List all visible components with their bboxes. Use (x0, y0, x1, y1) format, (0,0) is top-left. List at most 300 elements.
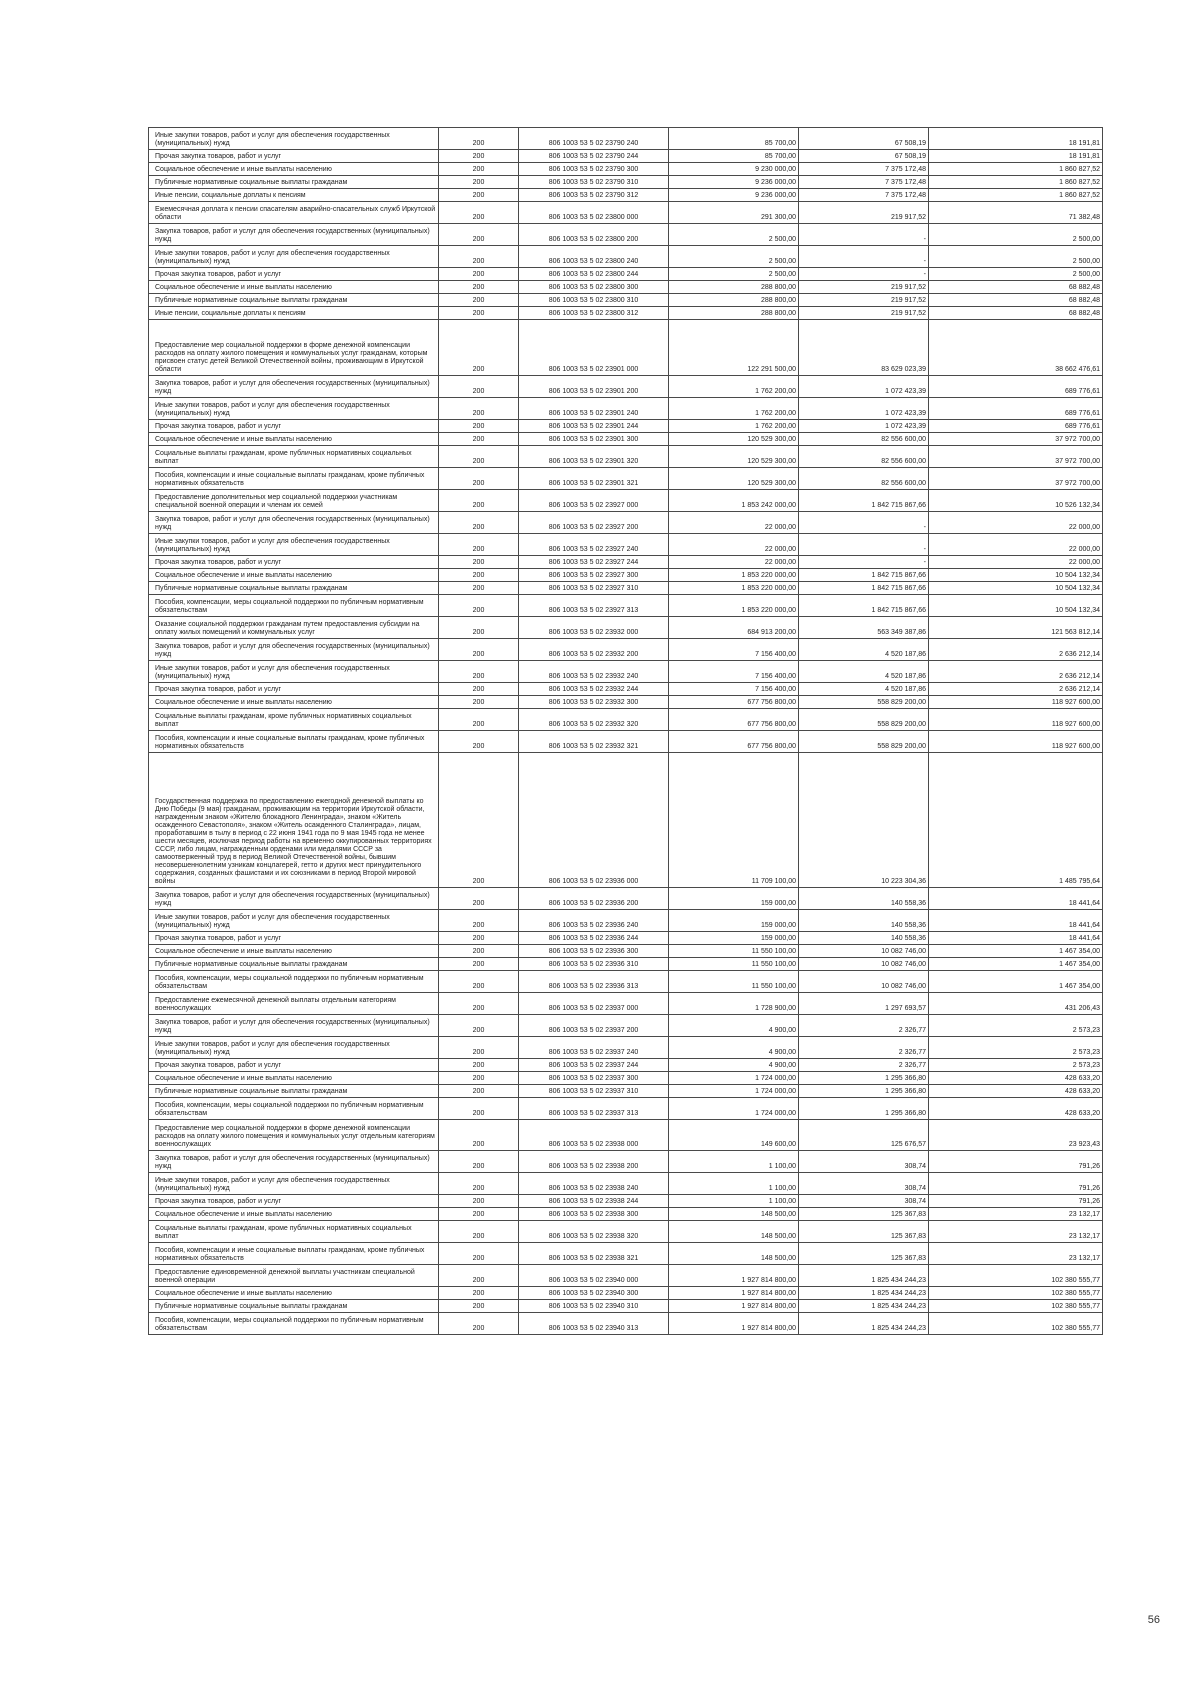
row-line-code: 200 (439, 202, 519, 224)
row-executed: 308,74 (799, 1195, 929, 1208)
row-budget-code: 806 1003 53 5 02 23938 240 (519, 1173, 669, 1195)
row-line-code: 200 (439, 224, 519, 246)
row-budget-code: 806 1003 53 5 02 23927 200 (519, 512, 669, 534)
row-executed: 1 825 434 244,23 (799, 1313, 929, 1335)
row-budget-code: 806 1003 53 5 02 23936 000 (519, 753, 669, 888)
row-unexecuted: 10 526 132,34 (929, 490, 1103, 512)
row-executed: - (799, 512, 929, 534)
row-name: Иные закупки товаров, работ и услуг для обеспечения государственных (муниципальных) нужд (149, 661, 439, 683)
table-row (149, 1059, 1103, 1072)
row-line-code: 200 (439, 617, 519, 639)
row-name: Иные закупки товаров, работ и услуг для обеспечения государственных (муниципальных) нужд (149, 1173, 439, 1195)
row-unexecuted: 68 882,48 (929, 307, 1103, 320)
row-approved: 85 700,00 (669, 150, 799, 163)
table-row (149, 202, 1103, 224)
row-unexecuted: 1 485 795,64 (929, 753, 1103, 888)
row-name: Закупка товаров, работ и услуг для обеспечения государственных (муниципальных) нужд (149, 512, 439, 534)
row-approved: 4 900,00 (669, 1059, 799, 1072)
row-budget-code: 806 1003 53 5 02 23938 244 (519, 1195, 669, 1208)
row-budget-code: 806 1003 53 5 02 23940 313 (519, 1313, 669, 1335)
table-row (149, 1098, 1103, 1120)
row-unexecuted: 18 441,64 (929, 932, 1103, 945)
table-row (149, 490, 1103, 512)
row-approved: 1 724 000,00 (669, 1098, 799, 1120)
row-line-code: 200 (439, 582, 519, 595)
row-budget-code: 806 1003 53 5 02 23901 300 (519, 433, 669, 446)
row-name: Социальное обеспечение и иные выплаты населению (149, 1208, 439, 1221)
row-approved: 1 100,00 (669, 1195, 799, 1208)
row-approved: 1 762 200,00 (669, 420, 799, 433)
row-name: Пособия, компенсации, меры социальной поддержки по публичным нормативным обязательствам (149, 971, 439, 993)
row-line-code: 200 (439, 1287, 519, 1300)
row-budget-code: 806 1003 53 5 02 23932 321 (519, 731, 669, 753)
row-unexecuted: 118 927 600,00 (929, 696, 1103, 709)
row-budget-code: 806 1003 53 5 02 23927 310 (519, 582, 669, 595)
row-budget-code: 806 1003 53 5 02 23938 200 (519, 1151, 669, 1173)
row-executed: 2 326,77 (799, 1015, 929, 1037)
row-line-code: 200 (439, 376, 519, 398)
row-line-code: 200 (439, 420, 519, 433)
table-row (149, 398, 1103, 420)
row-unexecuted: 1 467 354,00 (929, 945, 1103, 958)
row-executed: 7 375 172,48 (799, 176, 929, 189)
row-approved: 148 500,00 (669, 1243, 799, 1265)
row-unexecuted: 1 467 354,00 (929, 958, 1103, 971)
row-executed: 140 558,36 (799, 888, 929, 910)
row-executed: 4 520 187,86 (799, 683, 929, 696)
table-row (149, 1265, 1103, 1287)
row-name: Публичные нормативные социальные выплаты гражданам (149, 958, 439, 971)
row-name: Прочая закупка товаров, работ и услуг (149, 268, 439, 281)
row-unexecuted: 2 573,23 (929, 1015, 1103, 1037)
table-row (149, 709, 1103, 731)
row-name: Прочая закупка товаров, работ и услуг (149, 1059, 439, 1072)
row-budget-code: 806 1003 53 5 02 23938 000 (519, 1120, 669, 1151)
row-line-code: 200 (439, 696, 519, 709)
table-row (149, 1313, 1103, 1335)
row-budget-code: 806 1003 53 5 02 23938 321 (519, 1243, 669, 1265)
row-budget-code: 806 1003 53 5 02 23790 244 (519, 150, 669, 163)
row-executed: 1 072 423,39 (799, 398, 929, 420)
row-approved: 11 709 100,00 (669, 753, 799, 888)
row-executed: 558 829 200,00 (799, 731, 929, 753)
row-approved: 11 550 100,00 (669, 958, 799, 971)
row-approved: 85 700,00 (669, 128, 799, 150)
row-line-code: 200 (439, 398, 519, 420)
row-approved: 7 156 400,00 (669, 661, 799, 683)
row-approved: 120 529 300,00 (669, 468, 799, 490)
row-unexecuted: 428 633,20 (929, 1098, 1103, 1120)
table-row (149, 683, 1103, 696)
table-row (149, 1208, 1103, 1221)
table-row (149, 556, 1103, 569)
row-unexecuted: 2 500,00 (929, 224, 1103, 246)
row-budget-code: 806 1003 53 5 02 23937 313 (519, 1098, 669, 1120)
row-approved: 11 550 100,00 (669, 945, 799, 958)
table-row (149, 1173, 1103, 1195)
table-row (149, 639, 1103, 661)
row-name: Прочая закупка товаров, работ и услуг (149, 420, 439, 433)
row-approved: 1 853 220 000,00 (669, 569, 799, 582)
row-executed: 219 917,52 (799, 202, 929, 224)
table-row (149, 696, 1103, 709)
row-unexecuted: 37 972 700,00 (929, 468, 1103, 490)
page-number: 56 (1147, 1614, 1160, 1626)
table-row (149, 888, 1103, 910)
row-line-code: 200 (439, 556, 519, 569)
row-approved: 120 529 300,00 (669, 433, 799, 446)
row-name: Пособия, компенсации, меры социальной поддержки по публичным нормативным обязательствам (149, 595, 439, 617)
row-name: Публичные нормативные социальные выплаты гражданам (149, 176, 439, 189)
row-approved: 7 156 400,00 (669, 639, 799, 661)
row-name: Закупка товаров, работ и услуг для обеспечения государственных (муниципальных) нужд (149, 888, 439, 910)
table-row (149, 1037, 1103, 1059)
row-executed: 219 917,52 (799, 294, 929, 307)
row-line-code: 200 (439, 910, 519, 932)
table-row (149, 1300, 1103, 1313)
row-unexecuted: 102 380 555,77 (929, 1265, 1103, 1287)
row-executed: 1 842 715 867,66 (799, 582, 929, 595)
row-unexecuted: 2 636 212,14 (929, 639, 1103, 661)
row-name: Иные закупки товаров, работ и услуг для обеспечения государственных (муниципальных) нужд (149, 534, 439, 556)
row-approved: 1 927 814 800,00 (669, 1265, 799, 1287)
row-line-code: 200 (439, 307, 519, 320)
row-unexecuted: 689 776,61 (929, 376, 1103, 398)
table-row (149, 1151, 1103, 1173)
row-unexecuted: 18 441,64 (929, 888, 1103, 910)
row-approved: 1 927 814 800,00 (669, 1287, 799, 1300)
row-budget-code: 806 1003 53 5 02 23790 240 (519, 128, 669, 150)
row-line-code: 200 (439, 1037, 519, 1059)
row-approved: 684 913 200,00 (669, 617, 799, 639)
row-budget-code: 806 1003 53 5 02 23932 000 (519, 617, 669, 639)
row-line-code: 200 (439, 468, 519, 490)
row-name: Иные пенсии, социальные доплаты к пенсиям (149, 307, 439, 320)
row-executed: - (799, 556, 929, 569)
row-name: Социальное обеспечение и иные выплаты населению (149, 281, 439, 294)
row-line-code: 200 (439, 1085, 519, 1098)
row-approved: 159 000,00 (669, 910, 799, 932)
row-budget-code: 806 1003 53 5 02 23800 244 (519, 268, 669, 281)
row-budget-code: 806 1003 53 5 02 23790 310 (519, 176, 669, 189)
row-approved: 291 300,00 (669, 202, 799, 224)
row-approved: 1 100,00 (669, 1173, 799, 1195)
row-budget-code: 806 1003 53 5 02 23901 200 (519, 376, 669, 398)
row-executed: 558 829 200,00 (799, 709, 929, 731)
row-executed: - (799, 224, 929, 246)
row-line-code: 200 (439, 888, 519, 910)
row-unexecuted: 2 573,23 (929, 1059, 1103, 1072)
row-approved: 1 927 814 800,00 (669, 1313, 799, 1335)
row-name: Пособия, компенсации, меры социальной поддержки по публичным нормативным обязательствам (149, 1098, 439, 1120)
table-row (149, 433, 1103, 446)
row-line-code: 200 (439, 176, 519, 189)
row-name: Социальные выплаты гражданам, кроме публичных нормативных социальных выплат (149, 709, 439, 731)
table-row (149, 753, 1103, 888)
row-executed: 2 326,77 (799, 1037, 929, 1059)
row-approved: 288 800,00 (669, 307, 799, 320)
row-line-code: 200 (439, 433, 519, 446)
row-name: Иные закупки товаров, работ и услуг для обеспечения государственных (муниципальных) нужд (149, 910, 439, 932)
row-approved: 2 500,00 (669, 224, 799, 246)
row-name: Закупка товаров, работ и услуг для обеспечения государственных (муниципальных) нужд (149, 224, 439, 246)
row-line-code: 200 (439, 971, 519, 993)
row-budget-code: 806 1003 53 5 02 23927 300 (519, 569, 669, 582)
row-budget-code: 806 1003 53 5 02 23932 300 (519, 696, 669, 709)
row-line-code: 200 (439, 958, 519, 971)
row-budget-code: 806 1003 53 5 02 23936 240 (519, 910, 669, 932)
row-unexecuted: 1 860 827,52 (929, 189, 1103, 202)
row-name: Государственная поддержка по предоставлению ежегодной денежной выплаты ко Дню Победы (9 мая) гражданам, проживающим на территории Иркутской области, награжденным знаком «Жителю блокадного Ленинграда», знаком «Житель осажденного Севастополя», знаком «Житель осажденного Сталинграда», лицам, проработавшим в тылу в период с 22 июня 1941 года по 9 мая 1945 года не менее шести месяцев, исключая период работы на временно оккупированных территориях СССР, либо лицам, награжденным орденами или медалями СССР за самоотверженный труд в период Великой Отечественной войны, бывшим несовершеннолетним узникам концлагерей, гетто и других мест принудительного содержания, созданных фашистами и их союзниками в период Второй мировой войны (149, 753, 439, 888)
row-name: Закупка товаров, работ и услуг для обеспечения государственных (муниципальных) нужд (149, 376, 439, 398)
row-unexecuted: 791,26 (929, 1195, 1103, 1208)
table-row (149, 294, 1103, 307)
row-name: Социальное обеспечение и иные выплаты населению (149, 1287, 439, 1300)
row-budget-code: 806 1003 53 5 02 23936 310 (519, 958, 669, 971)
row-name: Закупка товаров, работ и услуг для обеспечения государственных (муниципальных) нужд (149, 1015, 439, 1037)
row-budget-code: 806 1003 53 5 02 23901 000 (519, 320, 669, 376)
row-approved: 1 728 900,00 (669, 993, 799, 1015)
row-budget-code: 806 1003 53 5 02 23940 000 (519, 1265, 669, 1287)
row-name: Пособия, компенсации и иные социальные выплаты гражданам, кроме публичных нормативных обязательств (149, 1243, 439, 1265)
row-unexecuted: 791,26 (929, 1173, 1103, 1195)
row-executed: - (799, 246, 929, 268)
table-row (149, 128, 1103, 150)
row-approved: 2 500,00 (669, 246, 799, 268)
table-row (149, 932, 1103, 945)
row-name: Предоставление дополнительных мер социальной поддержки участникам специальной военной операции и членам их семей (149, 490, 439, 512)
row-approved: 288 800,00 (669, 294, 799, 307)
row-line-code: 200 (439, 281, 519, 294)
row-unexecuted: 118 927 600,00 (929, 731, 1103, 753)
row-budget-code: 806 1003 53 5 02 23940 300 (519, 1287, 669, 1300)
table-row (149, 661, 1103, 683)
row-name: Ежемесячная доплата к пенсии спасателям аварийно-спасательных служб Иркутской области (149, 202, 439, 224)
row-line-code: 200 (439, 595, 519, 617)
row-executed: 7 375 172,48 (799, 163, 929, 176)
row-line-code: 200 (439, 446, 519, 468)
table-row (149, 731, 1103, 753)
table-row (149, 1195, 1103, 1208)
row-unexecuted: 10 504 132,34 (929, 595, 1103, 617)
row-unexecuted: 2 636 212,14 (929, 661, 1103, 683)
row-budget-code: 806 1003 53 5 02 23800 200 (519, 224, 669, 246)
row-unexecuted: 10 504 132,34 (929, 582, 1103, 595)
row-budget-code: 806 1003 53 5 02 23937 310 (519, 1085, 669, 1098)
row-name: Социальные выплаты гражданам, кроме публичных нормативных социальных выплат (149, 1221, 439, 1243)
row-name: Социальные выплаты гражданам, кроме публичных нормативных социальных выплат (149, 446, 439, 468)
row-name: Пособия, компенсации и иные социальные выплаты гражданам, кроме публичных нормативных обязательств (149, 468, 439, 490)
row-approved: 1 100,00 (669, 1151, 799, 1173)
row-line-code: 200 (439, 1059, 519, 1072)
row-approved: 148 500,00 (669, 1221, 799, 1243)
row-line-code: 200 (439, 639, 519, 661)
row-line-code: 200 (439, 490, 519, 512)
row-line-code: 200 (439, 1173, 519, 1195)
row-approved: 22 000,00 (669, 534, 799, 556)
row-approved: 120 529 300,00 (669, 446, 799, 468)
row-executed: 1 295 366,80 (799, 1085, 929, 1098)
row-budget-code: 806 1003 53 5 02 23790 312 (519, 189, 669, 202)
table-row (149, 617, 1103, 639)
row-approved: 22 000,00 (669, 512, 799, 534)
row-unexecuted: 18 441,64 (929, 910, 1103, 932)
row-executed: 1 842 715 867,66 (799, 595, 929, 617)
row-line-code: 200 (439, 1265, 519, 1287)
row-unexecuted: 121 563 812,14 (929, 617, 1103, 639)
row-budget-code: 806 1003 53 5 02 23937 244 (519, 1059, 669, 1072)
row-approved: 1 724 000,00 (669, 1072, 799, 1085)
row-line-code: 200 (439, 709, 519, 731)
row-unexecuted: 23 923,43 (929, 1120, 1103, 1151)
row-line-code: 200 (439, 150, 519, 163)
row-approved: 677 756 800,00 (669, 709, 799, 731)
row-line-code: 200 (439, 1098, 519, 1120)
row-line-code: 200 (439, 1243, 519, 1265)
row-name: Закупка товаров, работ и услуг для обеспечения государственных (муниципальных) нужд (149, 1151, 439, 1173)
row-approved: 149 600,00 (669, 1120, 799, 1151)
row-budget-code: 806 1003 53 5 02 23927 240 (519, 534, 669, 556)
row-name: Социальное обеспечение и иные выплаты населению (149, 1072, 439, 1085)
row-line-code: 200 (439, 1300, 519, 1313)
row-approved: 11 550 100,00 (669, 971, 799, 993)
row-approved: 4 900,00 (669, 1037, 799, 1059)
row-name: Иные закупки товаров, работ и услуг для обеспечения государственных (муниципальных) нужд (149, 1037, 439, 1059)
row-name: Публичные нормативные социальные выплаты гражданам (149, 582, 439, 595)
row-approved: 4 900,00 (669, 1015, 799, 1037)
row-unexecuted: 22 000,00 (929, 556, 1103, 569)
row-line-code: 200 (439, 128, 519, 150)
row-unexecuted: 428 633,20 (929, 1085, 1103, 1098)
row-unexecuted: 38 662 476,61 (929, 320, 1103, 376)
row-executed: 1 297 693,57 (799, 993, 929, 1015)
row-unexecuted: 37 972 700,00 (929, 433, 1103, 446)
row-unexecuted: 10 504 132,34 (929, 569, 1103, 582)
table-row (149, 1015, 1103, 1037)
row-name: Предоставление единовременной денежной выплаты участникам специальной военной операции (149, 1265, 439, 1287)
row-unexecuted: 1 467 354,00 (929, 971, 1103, 993)
row-executed: 1 295 366,80 (799, 1072, 929, 1085)
row-budget-code: 806 1003 53 5 02 23938 300 (519, 1208, 669, 1221)
row-approved: 159 000,00 (669, 932, 799, 945)
row-executed: - (799, 534, 929, 556)
row-approved: 288 800,00 (669, 281, 799, 294)
row-unexecuted: 102 380 555,77 (929, 1300, 1103, 1313)
row-executed: 125 367,83 (799, 1208, 929, 1221)
row-executed: 4 520 187,86 (799, 639, 929, 661)
row-executed: 2 326,77 (799, 1059, 929, 1072)
row-line-code: 200 (439, 1195, 519, 1208)
row-unexecuted: 102 380 555,77 (929, 1313, 1103, 1335)
row-approved: 148 500,00 (669, 1208, 799, 1221)
row-executed: 7 375 172,48 (799, 189, 929, 202)
row-approved: 677 756 800,00 (669, 696, 799, 709)
row-line-code: 200 (439, 945, 519, 958)
row-line-code: 200 (439, 683, 519, 696)
row-approved: 9 236 000,00 (669, 176, 799, 189)
table-row (149, 468, 1103, 490)
row-unexecuted: 68 882,48 (929, 294, 1103, 307)
row-approved: 677 756 800,00 (669, 731, 799, 753)
row-line-code: 200 (439, 163, 519, 176)
row-budget-code: 806 1003 53 5 02 23937 240 (519, 1037, 669, 1059)
table-row (149, 971, 1103, 993)
row-line-code: 200 (439, 993, 519, 1015)
table-row (149, 595, 1103, 617)
table-row (149, 1243, 1103, 1265)
row-name: Пособия, компенсации и иные социальные выплаты гражданам, кроме публичных нормативных обязательств (149, 731, 439, 753)
row-budget-code: 806 1003 53 5 02 23932 244 (519, 683, 669, 696)
row-name: Иные закупки товаров, работ и услуг для обеспечения государственных (муниципальных) нужд (149, 128, 439, 150)
row-name: Публичные нормативные социальные выплаты гражданам (149, 294, 439, 307)
row-executed: 140 558,36 (799, 932, 929, 945)
row-name: Социальное обеспечение и иные выплаты населению (149, 696, 439, 709)
row-approved: 2 500,00 (669, 268, 799, 281)
row-executed: 82 556 600,00 (799, 446, 929, 468)
row-line-code: 200 (439, 189, 519, 202)
row-name: Иные закупки товаров, работ и услуг для обеспечения государственных (муниципальных) нужд (149, 398, 439, 420)
row-line-code: 200 (439, 268, 519, 281)
row-budget-code: 806 1003 53 5 02 23936 313 (519, 971, 669, 993)
row-unexecuted: 23 132,17 (929, 1208, 1103, 1221)
table-row (149, 1221, 1103, 1243)
row-line-code: 200 (439, 1015, 519, 1037)
row-unexecuted: 22 000,00 (929, 512, 1103, 534)
table-row (149, 1120, 1103, 1151)
row-executed: 558 829 200,00 (799, 696, 929, 709)
row-approved: 9 230 000,00 (669, 163, 799, 176)
row-executed: 1 072 423,39 (799, 420, 929, 433)
row-name: Прочая закупка товаров, работ и услуг (149, 556, 439, 569)
row-approved: 22 000,00 (669, 556, 799, 569)
row-unexecuted: 428 633,20 (929, 1072, 1103, 1085)
row-line-code: 200 (439, 753, 519, 888)
row-unexecuted: 689 776,61 (929, 420, 1103, 433)
row-executed: 1 072 423,39 (799, 376, 929, 398)
table-row (149, 569, 1103, 582)
row-line-code: 200 (439, 1208, 519, 1221)
table-row (149, 268, 1103, 281)
row-budget-code: 806 1003 53 5 02 23901 321 (519, 468, 669, 490)
row-executed: 140 558,36 (799, 910, 929, 932)
row-name: Прочая закупка товаров, работ и услуг (149, 932, 439, 945)
row-executed: 219 917,52 (799, 307, 929, 320)
row-budget-code: 806 1003 53 5 02 23927 000 (519, 490, 669, 512)
row-name: Предоставление ежемесячной денежной выплаты отдельным категориям военнослужащих (149, 993, 439, 1015)
row-unexecuted: 68 882,48 (929, 281, 1103, 294)
row-executed: 1 825 434 244,23 (799, 1287, 929, 1300)
row-executed: 1 825 434 244,23 (799, 1265, 929, 1287)
row-name: Прочая закупка товаров, работ и услуг (149, 150, 439, 163)
row-executed: 125 367,83 (799, 1221, 929, 1243)
row-budget-code: 806 1003 53 5 02 23932 320 (519, 709, 669, 731)
row-line-code: 200 (439, 294, 519, 307)
row-name: Пособия, компенсации, меры социальной поддержки по публичным нормативным обязательствам (149, 1313, 439, 1335)
row-unexecuted: 23 132,17 (929, 1221, 1103, 1243)
row-budget-code: 806 1003 53 5 02 23937 200 (519, 1015, 669, 1037)
budget-table (148, 127, 1103, 1335)
row-executed: 1 842 715 867,66 (799, 490, 929, 512)
row-name: Социальное обеспечение и иные выплаты населению (149, 163, 439, 176)
row-executed: 82 556 600,00 (799, 468, 929, 490)
row-name: Закупка товаров, работ и услуг для обеспечения государственных (муниципальных) нужд (149, 639, 439, 661)
table-row (149, 958, 1103, 971)
table-row (149, 446, 1103, 468)
row-executed: 10 223 304,36 (799, 753, 929, 888)
table-row (149, 1072, 1103, 1085)
row-executed: 308,74 (799, 1173, 929, 1195)
table-row (149, 376, 1103, 398)
